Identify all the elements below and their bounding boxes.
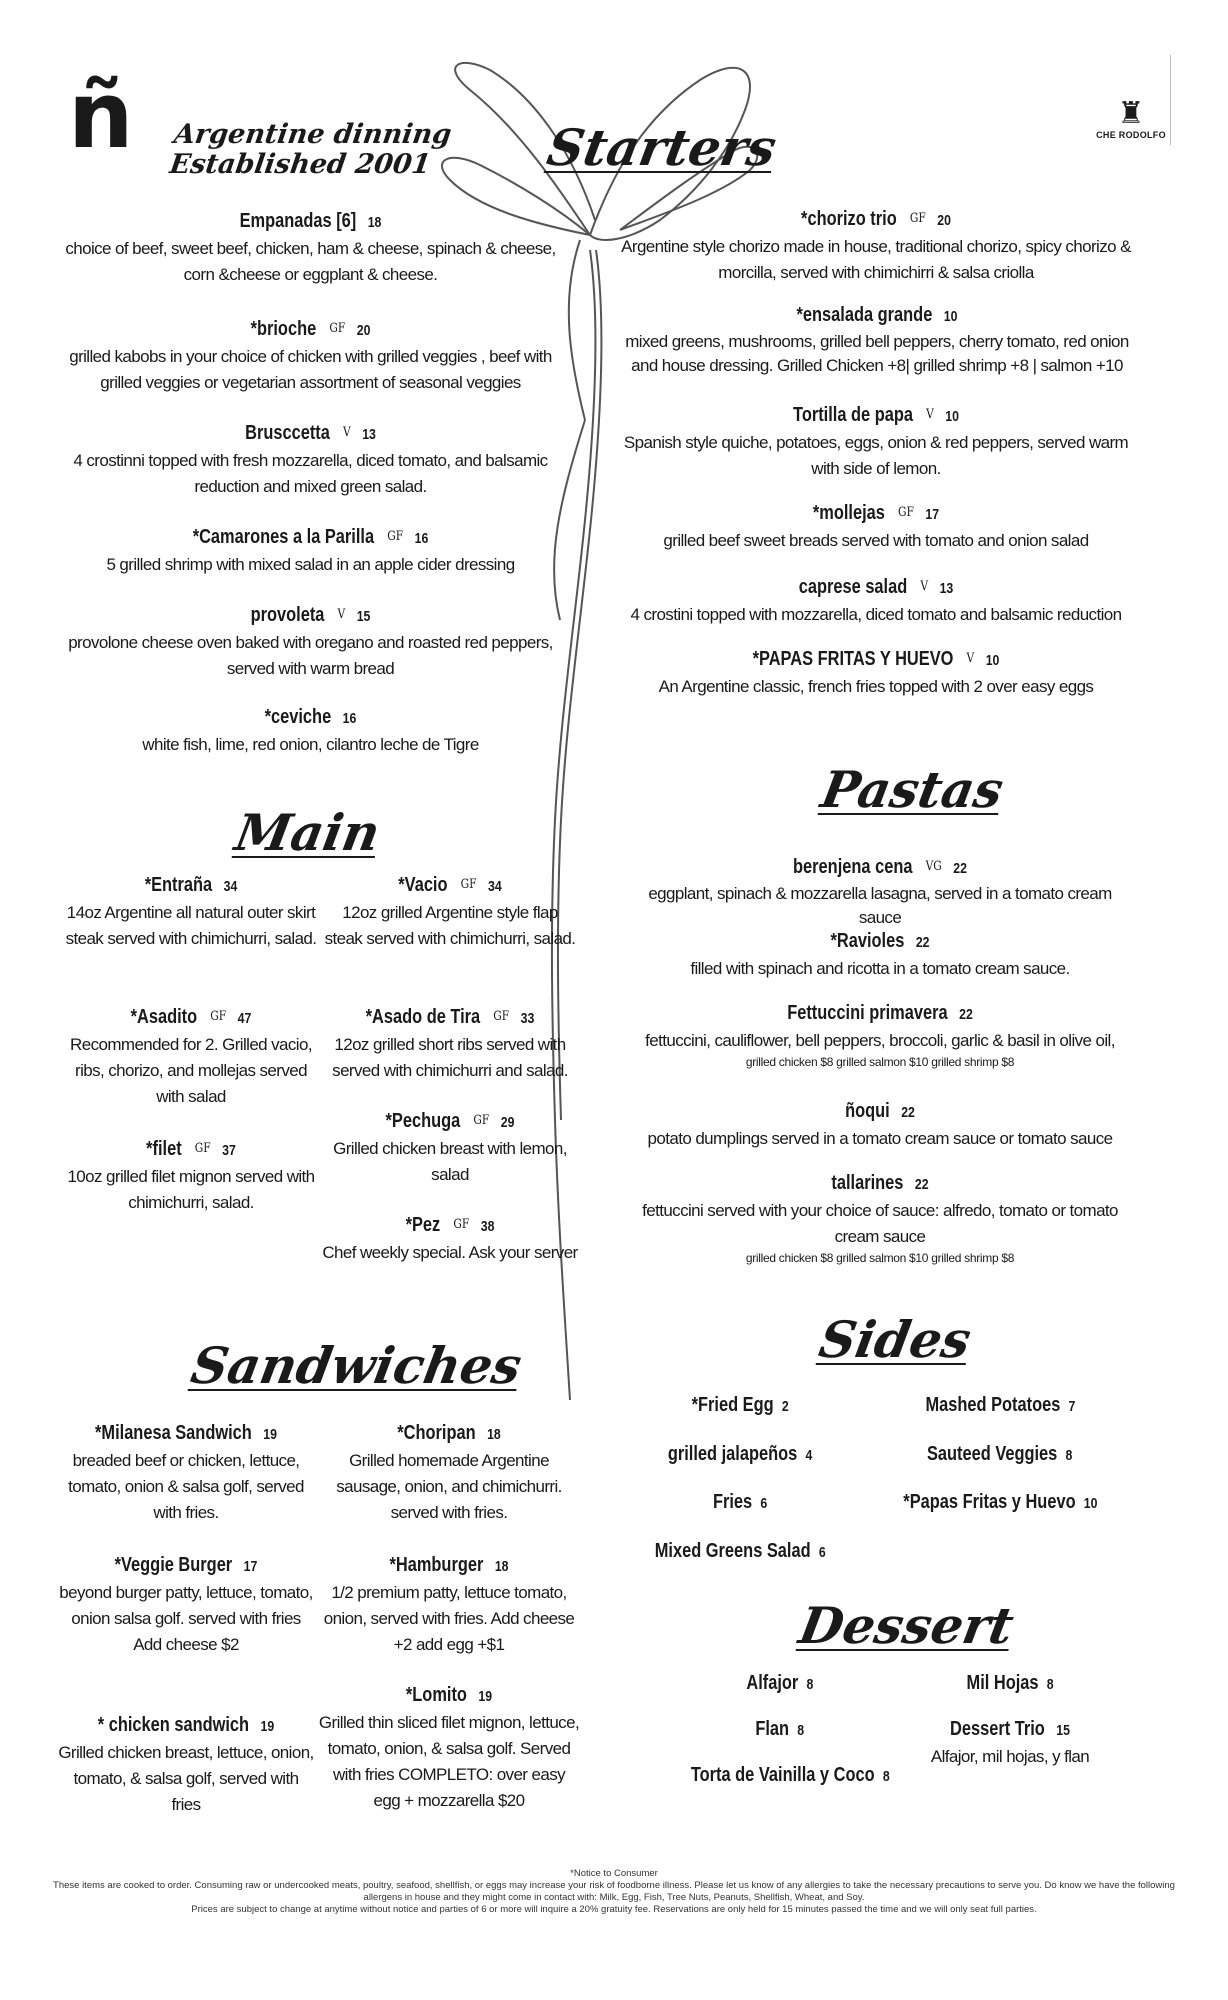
item-description: provolone cheese oven baked with oregano and roasted red peppers, served with warm bread: [68, 633, 553, 678]
item-name: Empanadas [6]: [239, 210, 357, 232]
item-description: Grilled thin sliced filet mignon, lettuce, tomato, onion, & salsa golf. Served with fries COMPLETO: over easy egg + mozzarella $20: [318, 1713, 580, 1810]
item-price: 18: [487, 1426, 501, 1443]
item-name: *Pez: [405, 1214, 441, 1236]
item-price: 6: [760, 1495, 768, 1512]
item-name: Flan: [755, 1718, 790, 1740]
item-price: 2: [781, 1398, 789, 1415]
menu-item: [612, 402, 1140, 482]
item-name: *Pechuga: [385, 1110, 461, 1132]
item-description: 12oz grilled short ribs served with served with chimichurri and salad.: [332, 1035, 568, 1080]
item-name: Mixed Greens Salad: [654, 1540, 811, 1562]
side-item: [630, 1392, 850, 1420]
item-name: *Papas Fritas y Huevo: [902, 1491, 1076, 1513]
item-description: 14oz Argentine all natural outer skirt steak served with chimichurri, salad.: [65, 903, 317, 948]
item-tag: V: [920, 579, 929, 594]
item-description: choice of beef, sweet beef, chicken, ham & cheese, spinach & cheese, corn &cheese or eggplant & cheese.: [65, 239, 556, 284]
tagline-line-2: Established 2001: [167, 149, 433, 180]
dessert-item: [660, 1762, 920, 1790]
item-name: *Lomito: [405, 1684, 467, 1706]
item-price: 10: [945, 408, 959, 425]
item-tag: GF: [898, 505, 914, 520]
item-description: mixed greens, mushrooms, grilled bell peppers, cherry tomato, red onion and house dressing. Grilled Chicken +8| grilled shrimp +8 | salmon +10: [625, 332, 1129, 375]
item-description: An Argentine classic, french fries topped with 2 over easy eggs: [658, 677, 1094, 696]
section-title-pastas: Pastas: [816, 760, 1008, 819]
item-price: 4: [805, 1447, 813, 1464]
item-price: 15: [356, 608, 371, 625]
menu-item: [640, 854, 1120, 930]
item-tag: GF: [453, 1217, 470, 1232]
item-name: *Hamburger: [389, 1554, 484, 1576]
menu-item: [60, 1136, 322, 1216]
section-title-main: Main: [230, 803, 385, 862]
item-name: Fries: [712, 1491, 753, 1513]
item-addons: grilled chicken $8 grilled salmon $10 grilled shrimp $8: [745, 1055, 1015, 1069]
item-price: 22: [901, 1104, 915, 1121]
tagline-line-1: Argentine dinning: [172, 119, 454, 150]
item-price: 22: [915, 934, 930, 951]
menu-item: [58, 1712, 314, 1818]
item-price: 22: [953, 860, 967, 877]
item-price: 34: [488, 878, 502, 895]
item-price: 34: [223, 878, 238, 895]
menu-item: [612, 574, 1140, 628]
item-name: *filet: [146, 1138, 182, 1160]
item-description: white fish, lime, red onion, cilantro leche de Tigre: [142, 735, 479, 754]
side-item: [880, 1392, 1120, 1420]
menu-item: [48, 704, 573, 758]
item-name: grilled jalapeños: [667, 1443, 798, 1465]
menu-item: [620, 1000, 1140, 1070]
menu-item: [58, 1420, 314, 1526]
item-description: potato dumplings served in a tomato cream sauce or tomato sauce: [647, 1129, 1113, 1148]
item-name: Dessert Trio: [950, 1718, 1045, 1740]
menu-item: [60, 872, 322, 952]
item-price: 7: [1068, 1398, 1075, 1415]
item-name: *Asadito: [130, 1006, 198, 1028]
menu-item: [48, 524, 573, 578]
item-name: Fettuccini primavera: [787, 1002, 948, 1024]
item-price: 22: [914, 1176, 929, 1193]
item-name: caprese salad: [798, 576, 908, 598]
item-name: Alfajor: [746, 1672, 799, 1694]
section-title-sides: Sides: [814, 1310, 976, 1369]
footer-heading: *Notice to Consumer: [570, 1868, 658, 1879]
item-name: *Ravioles: [830, 930, 905, 952]
item-price: 10: [1083, 1495, 1098, 1512]
item-price: 18: [494, 1558, 509, 1575]
item-name: *Vacio: [398, 874, 448, 896]
item-description: Spanish style quiche, potatoes, eggs, onion & red peppers, served warm with side of lemon.: [623, 433, 1129, 478]
item-price: 38: [480, 1218, 495, 1235]
item-tag: GF: [329, 321, 346, 336]
footer-policy-text: Prices are subject to change at anytime without notice and parties of 6 or more will inquire a 20% gratuity fee. Reservations are only held for 15 minutes passed the time and we will only seat full parties.: [191, 1904, 1037, 1915]
menu-item: [318, 1552, 580, 1658]
item-name: *ceviche: [264, 706, 332, 728]
item-price: 22: [959, 1006, 973, 1023]
dessert-item: [680, 1670, 880, 1698]
item-name: *Asado de Tira: [365, 1006, 481, 1028]
item-tag: GF: [473, 1113, 490, 1128]
item-description: Alfajor, mil hojas, y flan: [930, 1747, 1090, 1766]
item-tag: GF: [909, 211, 926, 226]
dessert-item: [680, 1716, 880, 1744]
item-tag: V: [926, 407, 934, 422]
menu-item: [48, 602, 573, 682]
footer-allergen-text: These items are cooked to order. Consuming raw or undercooked meats, poultry, seafood, shellfish, or eggs may increase your risk of foodborne illness. Please let us know of any allergies to take the necessary precautions to serve you. Do know we have the following allergens in house and they might come in contact with: Milk, Egg, Fish, Tree Nuts, Peanuts, Shellfish, Wheat, and Soy.: [53, 1880, 1175, 1903]
item-price: 10: [985, 652, 1000, 669]
menu-item: [48, 420, 573, 500]
brand-text: CHE RODOLFO: [1096, 130, 1166, 140]
item-description: Chef weekly special. Ask your server: [322, 1243, 578, 1262]
side-item: [630, 1441, 850, 1469]
item-price: 10: [943, 308, 958, 325]
item-name: Mil Hojas: [966, 1672, 1039, 1694]
restaurant-logo: [68, 62, 132, 169]
side-item: [630, 1538, 850, 1566]
menu-item: [322, 1212, 578, 1266]
item-tag: V: [966, 651, 975, 666]
item-name: provoleta: [250, 604, 325, 626]
item-name: *Fried Egg: [691, 1394, 774, 1416]
menu-item: [60, 1004, 322, 1110]
item-name: Tortilla de papa: [793, 404, 914, 426]
item-price: 29: [500, 1114, 515, 1131]
menu-item: [640, 1098, 1120, 1152]
side-item: [880, 1489, 1120, 1517]
dessert-item: [910, 1670, 1110, 1698]
item-price: 20: [937, 212, 951, 229]
chef-icon: ♜: [1117, 97, 1145, 130]
divider: [1170, 55, 1171, 145]
menu-item: [640, 928, 1120, 982]
item-description: grilled beef sweet breads served with tomato and onion salad: [663, 531, 1089, 550]
brand-badge: [1086, 98, 1176, 140]
item-name: * chicken sandwich: [97, 1714, 250, 1736]
item-price: 15: [1056, 1722, 1070, 1739]
side-item: [880, 1441, 1120, 1469]
menu-item: [640, 1170, 1120, 1266]
section-title-sandwiches: Sandwiches: [186, 1336, 526, 1395]
item-description: breaded beef or chicken, lettuce, tomato, onion & salsa golf, served with fries.: [68, 1451, 304, 1522]
item-price: 16: [342, 710, 357, 727]
item-tag: GF: [493, 1009, 510, 1024]
item-name: tallarines: [831, 1172, 904, 1194]
menu-item: [622, 302, 1132, 378]
item-description: Recommended for 2. Grilled vacio, ribs, chorizo, and mollejas served with salad: [70, 1035, 312, 1106]
menu-item: [322, 1108, 578, 1188]
logo-letter: ñ: [68, 62, 132, 169]
item-description: Grilled chicken breast with lemon, salad: [333, 1139, 567, 1184]
item-name: Sauteed Veggies: [927, 1443, 1058, 1465]
item-description: 4 crostinni topped with fresh mozzarella, diced tomato, and balsamic reduction and mixed green salad.: [73, 451, 548, 496]
item-description: 1/2 premium patty, lettuce tomato, onion, served with fries. Add cheese +2 add egg +$1: [323, 1583, 575, 1654]
item-name: *chorizo trio: [801, 208, 897, 230]
item-name: *Camarones a la Parilla: [192, 526, 375, 548]
item-name: *Veggie Burger: [114, 1554, 233, 1576]
item-description: fettuccini served with your choice of sauce: alfredo, tomato or tomato cream sauce: [642, 1201, 1118, 1246]
item-price: 19: [260, 1718, 275, 1735]
menu-item: [322, 1004, 578, 1084]
item-description: eggplant, spinach & mozzarella lasagna, served in a tomato cream sauce: [648, 884, 1112, 927]
item-tag: GF: [387, 529, 404, 544]
item-description: 5 grilled shrimp with mixed salad in an apple cider dressing: [106, 555, 515, 574]
item-price: 19: [478, 1688, 493, 1705]
item-name: ñoqui: [845, 1100, 890, 1122]
item-description: filled with spinach and ricotta in a tomato cream sauce.: [690, 959, 1070, 978]
item-price: 8: [1065, 1447, 1073, 1464]
item-tag: GF: [210, 1009, 227, 1024]
footer-notice: [40, 1868, 1188, 1916]
menu-item: [48, 316, 573, 396]
item-price: 8: [797, 1722, 805, 1739]
item-extra: Add cheese $2: [133, 1635, 239, 1654]
section-title-dessert: Dessert: [794, 1596, 1019, 1655]
menu-item: [318, 1420, 580, 1526]
item-price: 17: [243, 1558, 258, 1575]
item-name: Mashed Potatoes: [925, 1394, 1060, 1416]
item-name: *brioche: [250, 318, 317, 340]
item-price: 8: [1046, 1676, 1054, 1693]
item-name: *Entraña: [144, 874, 213, 896]
item-price: 13: [362, 426, 376, 443]
item-description: Grilled homemade Argentine sausage, onion, and chimichurri. served with fries.: [336, 1451, 562, 1522]
item-description: Grilled chicken breast, lettuce, onion, tomato, & salsa golf, served with fries: [58, 1743, 314, 1814]
item-description: grilled kabobs in your choice of chicken with grilled veggies , beef with grilled veggies or vegetarian assortment of seasonal veggies: [69, 347, 552, 392]
item-price: 20: [356, 322, 371, 339]
item-price: 17: [925, 506, 940, 523]
item-tag: V: [343, 425, 351, 440]
item-price: 47: [237, 1010, 252, 1027]
item-name: *mollejas: [812, 502, 885, 524]
item-price: 18: [367, 214, 382, 231]
item-description: 10oz grilled filet mignon served with chimichurri, salad.: [67, 1167, 315, 1212]
menu-item: [318, 1682, 580, 1814]
item-price: 6: [818, 1544, 826, 1561]
item-name: *PAPAS FRITAS Y HUEVO: [752, 648, 954, 670]
item-price: 33: [520, 1010, 535, 1027]
item-addons: grilled chicken $8 grilled salmon $10 grilled shrimp $8: [745, 1251, 1015, 1265]
item-price: 13: [939, 580, 954, 597]
menu-item: [322, 872, 578, 952]
tagline: [168, 120, 453, 180]
item-tag: GF: [194, 1141, 211, 1156]
item-tag: V: [337, 607, 346, 622]
section-title-starters: Starters: [542, 118, 781, 177]
menu-item: [612, 206, 1140, 286]
menu-item: [48, 208, 573, 288]
item-description: fettuccini, cauliflower, bell peppers, broccoli, garlic & basil in olive oil,: [645, 1031, 1115, 1050]
item-description: beyond burger patty, lettuce, tomato, onion salsa golf. served with fries: [59, 1583, 313, 1628]
menu-item: [58, 1552, 314, 1658]
item-description: 12oz grilled Argentine style flap steak served with chimichurri, salad.: [324, 903, 576, 948]
dessert-item: [900, 1716, 1120, 1770]
item-name: *ensalada grande: [796, 304, 933, 326]
item-tag: VG: [925, 859, 942, 874]
item-tag: GF: [460, 877, 477, 892]
menu-item: [612, 646, 1140, 700]
item-description: Argentine style chorizo made in house, traditional chorizo, spicy chorizo & morcilla, served with chimichirri & salsa criolla: [621, 237, 1131, 282]
item-description: 4 crostini topped with mozzarella, diced tomato and balsamic reduction: [630, 605, 1122, 624]
item-name: Brusccetta: [245, 422, 330, 444]
item-price: 19: [263, 1426, 277, 1443]
side-item: [630, 1489, 850, 1517]
item-price: 16: [414, 530, 429, 547]
item-price: 8: [882, 1768, 890, 1785]
item-name: berenjena cena: [793, 856, 913, 878]
menu-item: [612, 500, 1140, 554]
item-name: *Choripan: [397, 1422, 476, 1444]
item-price: 8: [806, 1676, 814, 1693]
item-price: 37: [222, 1142, 236, 1159]
item-name: Torta de Vainilla y Coco: [690, 1764, 875, 1786]
item-name: *Milanesa Sandwich: [95, 1422, 252, 1444]
